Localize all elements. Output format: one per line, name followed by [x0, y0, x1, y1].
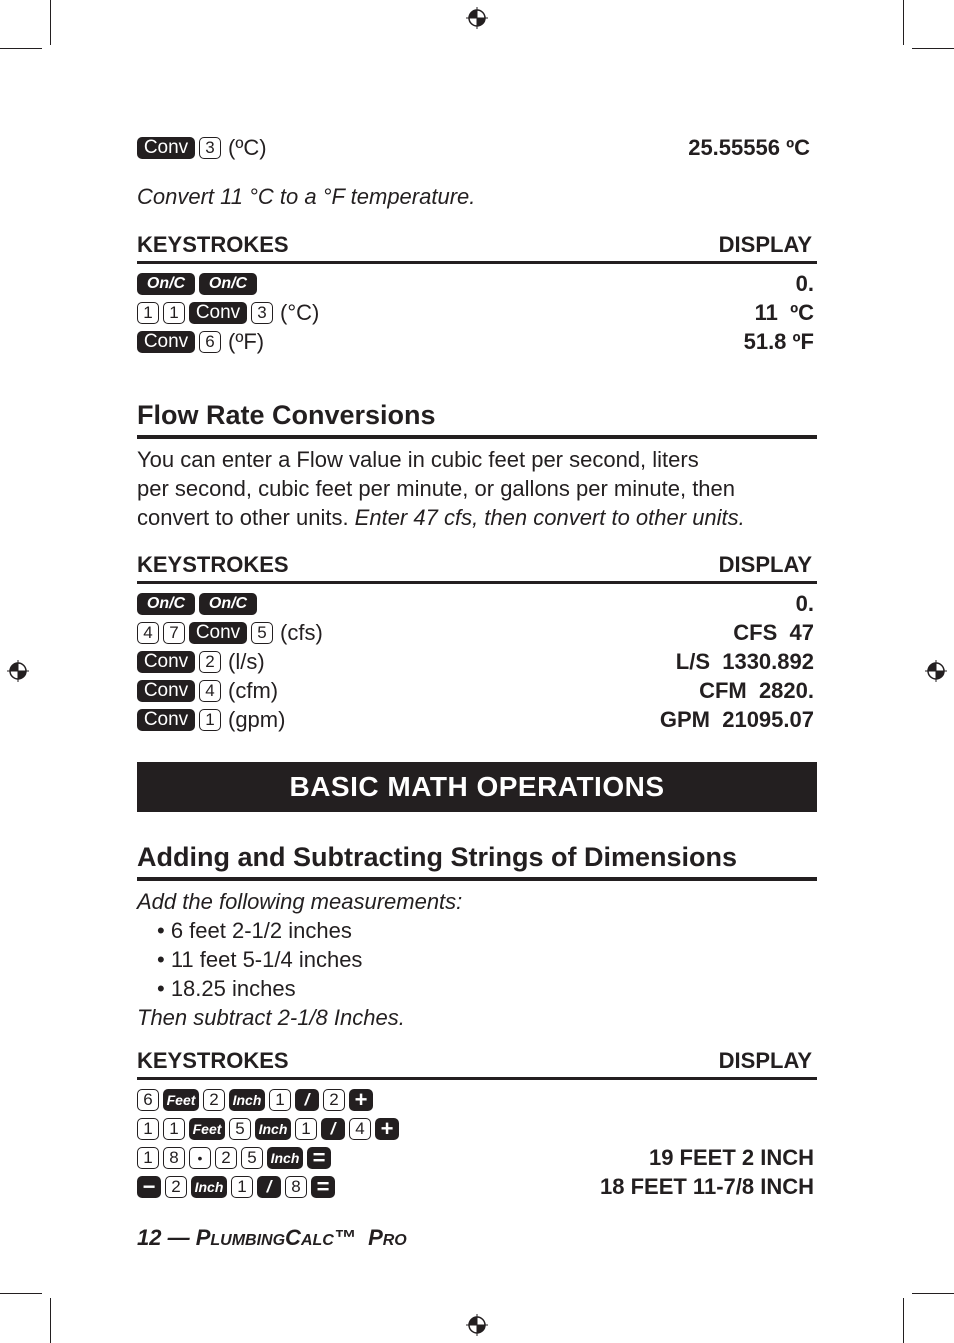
keystroke-sequence [137, 1173, 335, 1199]
body-text: You can enter a Flow value in cubic feet per second, liters [137, 447, 699, 472]
key-2: 2 [199, 651, 221, 673]
key-on-clear: On/C [137, 593, 195, 615]
key-4: 4 [349, 1118, 371, 1140]
keystroke-row [137, 133, 817, 162]
display-value: 19 FEET 2 INCH [648, 1144, 814, 1170]
key-4: 4 [199, 680, 221, 702]
example-instruction: Convert 11 °C to a °F temperature. [137, 184, 476, 209]
key-equals: = [307, 1147, 331, 1169]
registration-mark-icon [466, 7, 488, 29]
keystroke-row [137, 647, 817, 676]
key-on-clear: On/C [199, 273, 257, 295]
keystroke-row [137, 1143, 817, 1172]
registration-mark-icon [7, 660, 29, 682]
keystroke-sequence [137, 329, 264, 355]
bullet-list [137, 916, 817, 1003]
key-plus: + [375, 1118, 399, 1140]
keystroke-sequence [137, 707, 285, 733]
display-value: CFM 2820. [699, 677, 814, 703]
keystroke-sequence [137, 678, 278, 704]
unit-note: (ºC) [228, 134, 267, 160]
keystroke-sequence [137, 593, 257, 615]
keystroke-table [137, 1085, 817, 1201]
key-fraction: / [295, 1089, 319, 1111]
keystroke-row [137, 1114, 817, 1143]
key-conv: Conv [137, 680, 195, 702]
key-6: 6 [199, 331, 221, 353]
body-text: convert to other units. [137, 505, 355, 530]
key-conv: Conv [189, 302, 247, 324]
key-3: 3 [251, 302, 273, 324]
key-1: 1 [295, 1118, 317, 1140]
product-name-part: ALC [300, 1232, 334, 1249]
key-2: 2 [323, 1089, 345, 1111]
crop-mark [0, 1293, 42, 1294]
key-decimal-point: • [189, 1147, 211, 1169]
keystrokes-heading: KEYSTROKES [137, 1048, 289, 1073]
key-1: 1 [269, 1089, 291, 1111]
page-number: 12 — [137, 1225, 196, 1250]
key-1: 1 [137, 1147, 159, 1169]
key-5: 5 [251, 622, 273, 644]
key-1: 1 [137, 302, 159, 324]
display-value: 51.8 ºF [743, 328, 814, 354]
key-1: 1 [163, 1118, 185, 1140]
key-fraction: / [257, 1176, 281, 1198]
list-item: • 6 feet 2-1/2 inches [157, 918, 352, 943]
display-heading: DISPLAY [718, 552, 812, 577]
table-header [137, 232, 817, 264]
trademark-symbol: ™ [333, 1225, 356, 1250]
keystroke-table [137, 589, 817, 734]
keystroke-sequence [137, 273, 257, 295]
unit-note: (gpm) [228, 706, 286, 732]
key-feet: Feet [163, 1089, 199, 1111]
key-minus: − [137, 1176, 161, 1198]
list-item: • 18.25 inches [157, 976, 296, 1001]
crop-mark [903, 0, 904, 45]
key-feet: Feet [189, 1118, 225, 1140]
keystroke-sequence [137, 135, 267, 161]
display-heading: DISPLAY [718, 232, 812, 257]
display-value: L/S 1330.892 [675, 648, 814, 674]
unit-note: (ºF) [228, 328, 265, 354]
display-value: 0. [795, 590, 814, 616]
product-name [196, 1225, 407, 1250]
key-1: 1 [163, 302, 185, 324]
keystroke-sequence [137, 620, 323, 646]
key-on-clear: On/C [199, 593, 257, 615]
body-text: per second, cubic feet per minute, or gallons per minute, then [137, 476, 736, 501]
key-plus: + [349, 1089, 373, 1111]
product-name-part: C [285, 1225, 301, 1250]
unit-note: (°C) [280, 299, 320, 325]
key-5: 5 [229, 1118, 251, 1140]
section-title: Flow Rate Conversions [137, 400, 817, 439]
keystroke-row [137, 1172, 817, 1201]
key-1: 1 [199, 709, 221, 731]
crop-mark [912, 1293, 954, 1294]
product-name-part: LUMBING [210, 1232, 286, 1249]
key-7: 7 [163, 622, 185, 644]
display-heading: DISPLAY [718, 1048, 812, 1073]
key-conv: Conv [189, 622, 247, 644]
crop-mark [50, 0, 51, 45]
key-2: 2 [165, 1176, 187, 1198]
keystroke-row [137, 327, 817, 356]
display-value: 11 ºC [754, 299, 814, 325]
key-fraction: / [321, 1118, 345, 1140]
keystroke-row [137, 589, 817, 618]
key-2: 2 [215, 1147, 237, 1169]
product-name-part: RO [382, 1232, 407, 1249]
display-value: 25.55556 ºC [688, 134, 810, 160]
keystroke-row [137, 705, 817, 734]
key-conv: Conv [137, 709, 195, 731]
key-8: 8 [285, 1176, 307, 1198]
product-name-part: P [368, 1225, 383, 1250]
crop-mark [903, 1298, 904, 1343]
key-on-clear: On/C [137, 273, 195, 295]
keystroke-row [137, 298, 817, 327]
key-3: 3 [199, 137, 221, 159]
page-footer [137, 1225, 407, 1251]
key-4: 4 [137, 622, 159, 644]
section-body [137, 445, 817, 532]
table-header [137, 552, 817, 584]
crop-mark [0, 48, 42, 49]
key-8: 8 [163, 1147, 185, 1169]
example-instruction: Add the following measurements: [137, 889, 463, 914]
key-inch: Inch [255, 1118, 291, 1140]
key-1: 1 [231, 1176, 253, 1198]
registration-mark-icon [466, 1314, 488, 1336]
keystrokes-heading: KEYSTROKES [137, 232, 289, 257]
key-2: 2 [203, 1089, 225, 1111]
list-item: • 11 feet 5-1/4 inches [157, 947, 363, 972]
key-equals: = [311, 1176, 335, 1198]
key-conv: Conv [137, 651, 195, 673]
table-header [137, 1048, 817, 1080]
unit-note: (cfm) [228, 677, 279, 703]
display-value: CFS 47 [733, 619, 814, 645]
display-value: 0. [795, 270, 814, 296]
key-5: 5 [241, 1147, 263, 1169]
keystroke-row [137, 1085, 817, 1114]
chapter-banner: BASIC MATH OPERATIONS [137, 762, 817, 812]
product-name-part: P [195, 1225, 211, 1250]
example-instruction: Enter 47 cfs, then convert to other units. [354, 505, 745, 530]
keystroke-table [137, 269, 817, 356]
keystroke-row [137, 269, 817, 298]
key-6: 6 [137, 1089, 159, 1111]
key-conv: Conv [137, 137, 195, 159]
display-value: 18 FEET 11-7/8 INCH [600, 1173, 814, 1199]
key-inch: Inch [191, 1176, 227, 1198]
registration-mark-icon [925, 660, 947, 682]
keystroke-sequence [137, 1144, 331, 1170]
key-inch: Inch [267, 1147, 303, 1169]
key-1: 1 [137, 1118, 159, 1140]
keystroke-row [137, 676, 817, 705]
example-instruction: Then subtract 2-1/8 Inches. [137, 1005, 405, 1030]
keystroke-row [137, 618, 817, 647]
unit-note: (l/s) [228, 648, 265, 674]
crop-mark [50, 1298, 51, 1343]
keystroke-sequence [137, 1115, 399, 1141]
page-content [137, 128, 817, 1201]
keystroke-sequence [137, 1086, 373, 1112]
key-conv: Conv [137, 331, 195, 353]
key-inch: Inch [229, 1089, 265, 1111]
crop-mark [912, 48, 954, 49]
keystroke-sequence [137, 300, 319, 326]
section-title: Adding and Subtracting Strings of Dimensions [137, 842, 817, 881]
keystrokes-heading: KEYSTROKES [137, 552, 289, 577]
keystroke-sequence [137, 649, 265, 675]
unit-note: (cfs) [280, 619, 323, 645]
display-value: GPM 21095.07 [659, 706, 814, 732]
